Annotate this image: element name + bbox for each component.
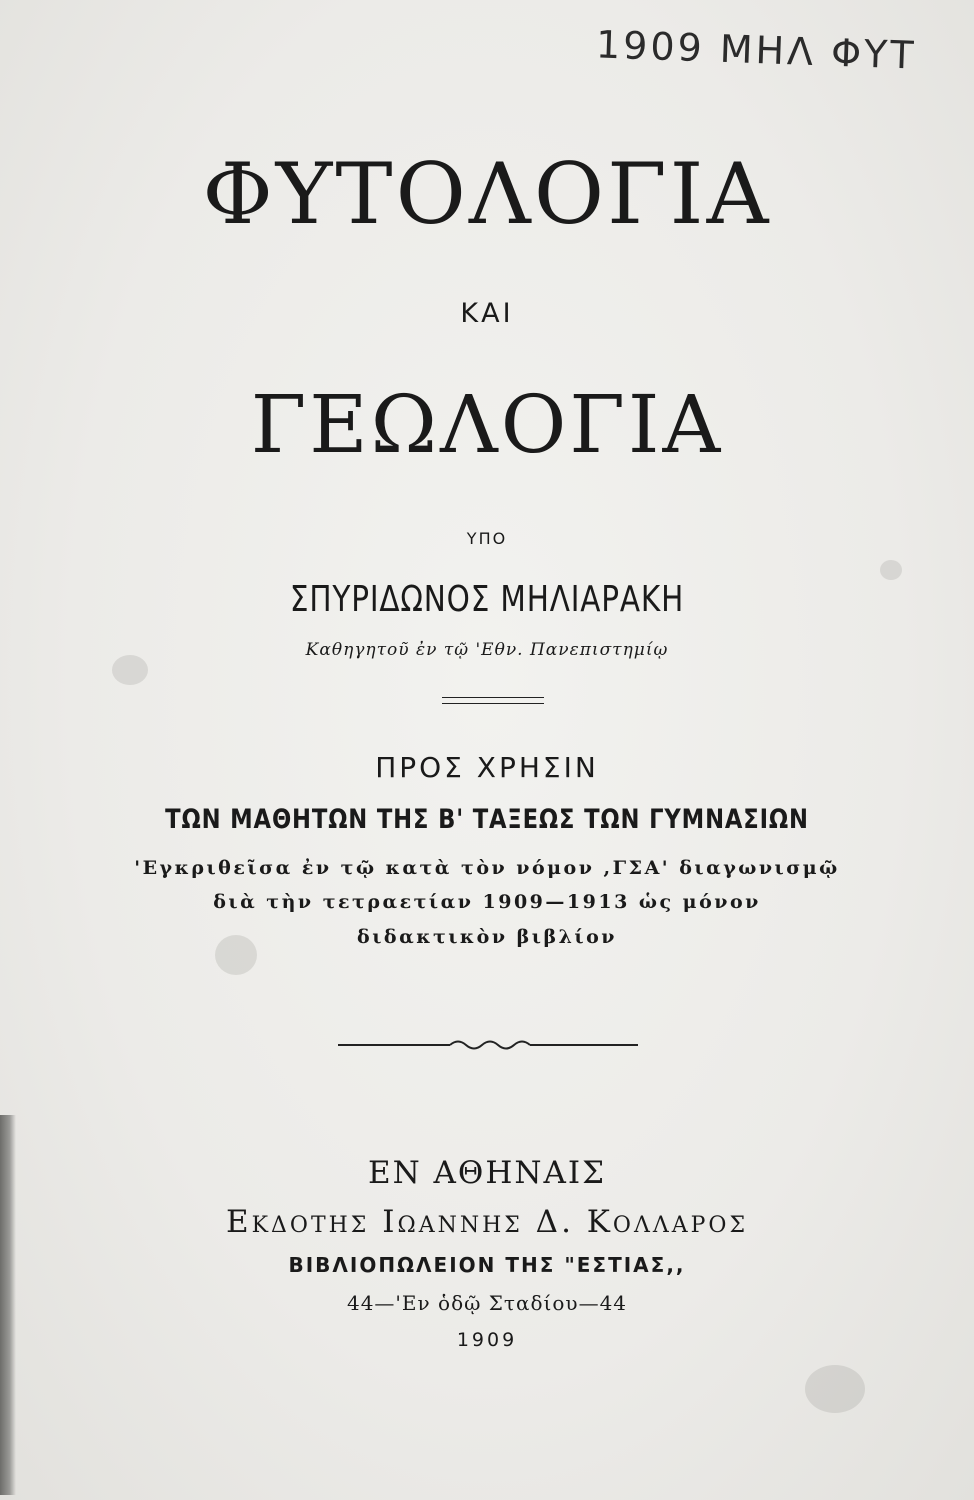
author-role: Καθηγητοῦ ἐν τῷ 'Εθν. Πανεπιστημίῳ [305,640,669,660]
approval-line: 'Εγκριθεῖσα ἐν τῷ κατὰ τὸν νόμον ,ΓΣΑ' διαγωνισμῷ [134,857,840,879]
author-name: ΣΠΥΡΙΔΩΝΟΣ ΜΗΛΙΑΡΑΚΗ [289,579,685,620]
imprint-city: ΕΝ ΑΘΗΝΑΙΣ [367,1155,607,1191]
purpose-audience: ΤΩΝ ΜΑΘΗΤΩΝ ΤΗΣ Β' ΤΑΞΕΩΣ ΤΩΝ ΓΥΜΝΑΣΙΩΝ [165,804,809,835]
by-line: ΥΠΟ [466,529,508,548]
paper-stain [880,560,902,580]
approval-line: διὰ τὴν τετραετίαν 1909—1913 ὡς μόνον [213,891,761,913]
ornamental-divider [338,1034,638,1058]
imprint-address: 44—'Εν ὁδῷ Σταδίου—44 [346,1291,628,1315]
book-title: ΦΥΤΟΛΟΓΙΑ [202,145,772,243]
paper-stain [112,655,148,685]
imprint-year: 1909 [456,1329,518,1351]
approval-line: διδακτικὸν βιβλίον [357,926,617,948]
imprint-publisher: Εκδοτης Ιωαννης Δ. Κολλαρος [225,1204,749,1240]
title-conjunction: ΚΑΙ [460,298,514,329]
handwritten-shelf-note: 1909 ΜΗΛ ΦΥΤ [595,22,918,78]
book-title-second: ΓΕΩΛΟΓΙΑ [250,378,724,471]
paper-stain [805,1365,865,1413]
imprint-bookshop: ΒΙΒΛΙΟΠΩΛΕΙΟΝ ΤΗΣ "ΕΣΤΙΑΣ,, [288,1253,686,1277]
purpose-heading: ΠΡΟΣ ΧΡΗΣΙΝ [375,751,599,784]
double-rule-divider [442,697,544,704]
